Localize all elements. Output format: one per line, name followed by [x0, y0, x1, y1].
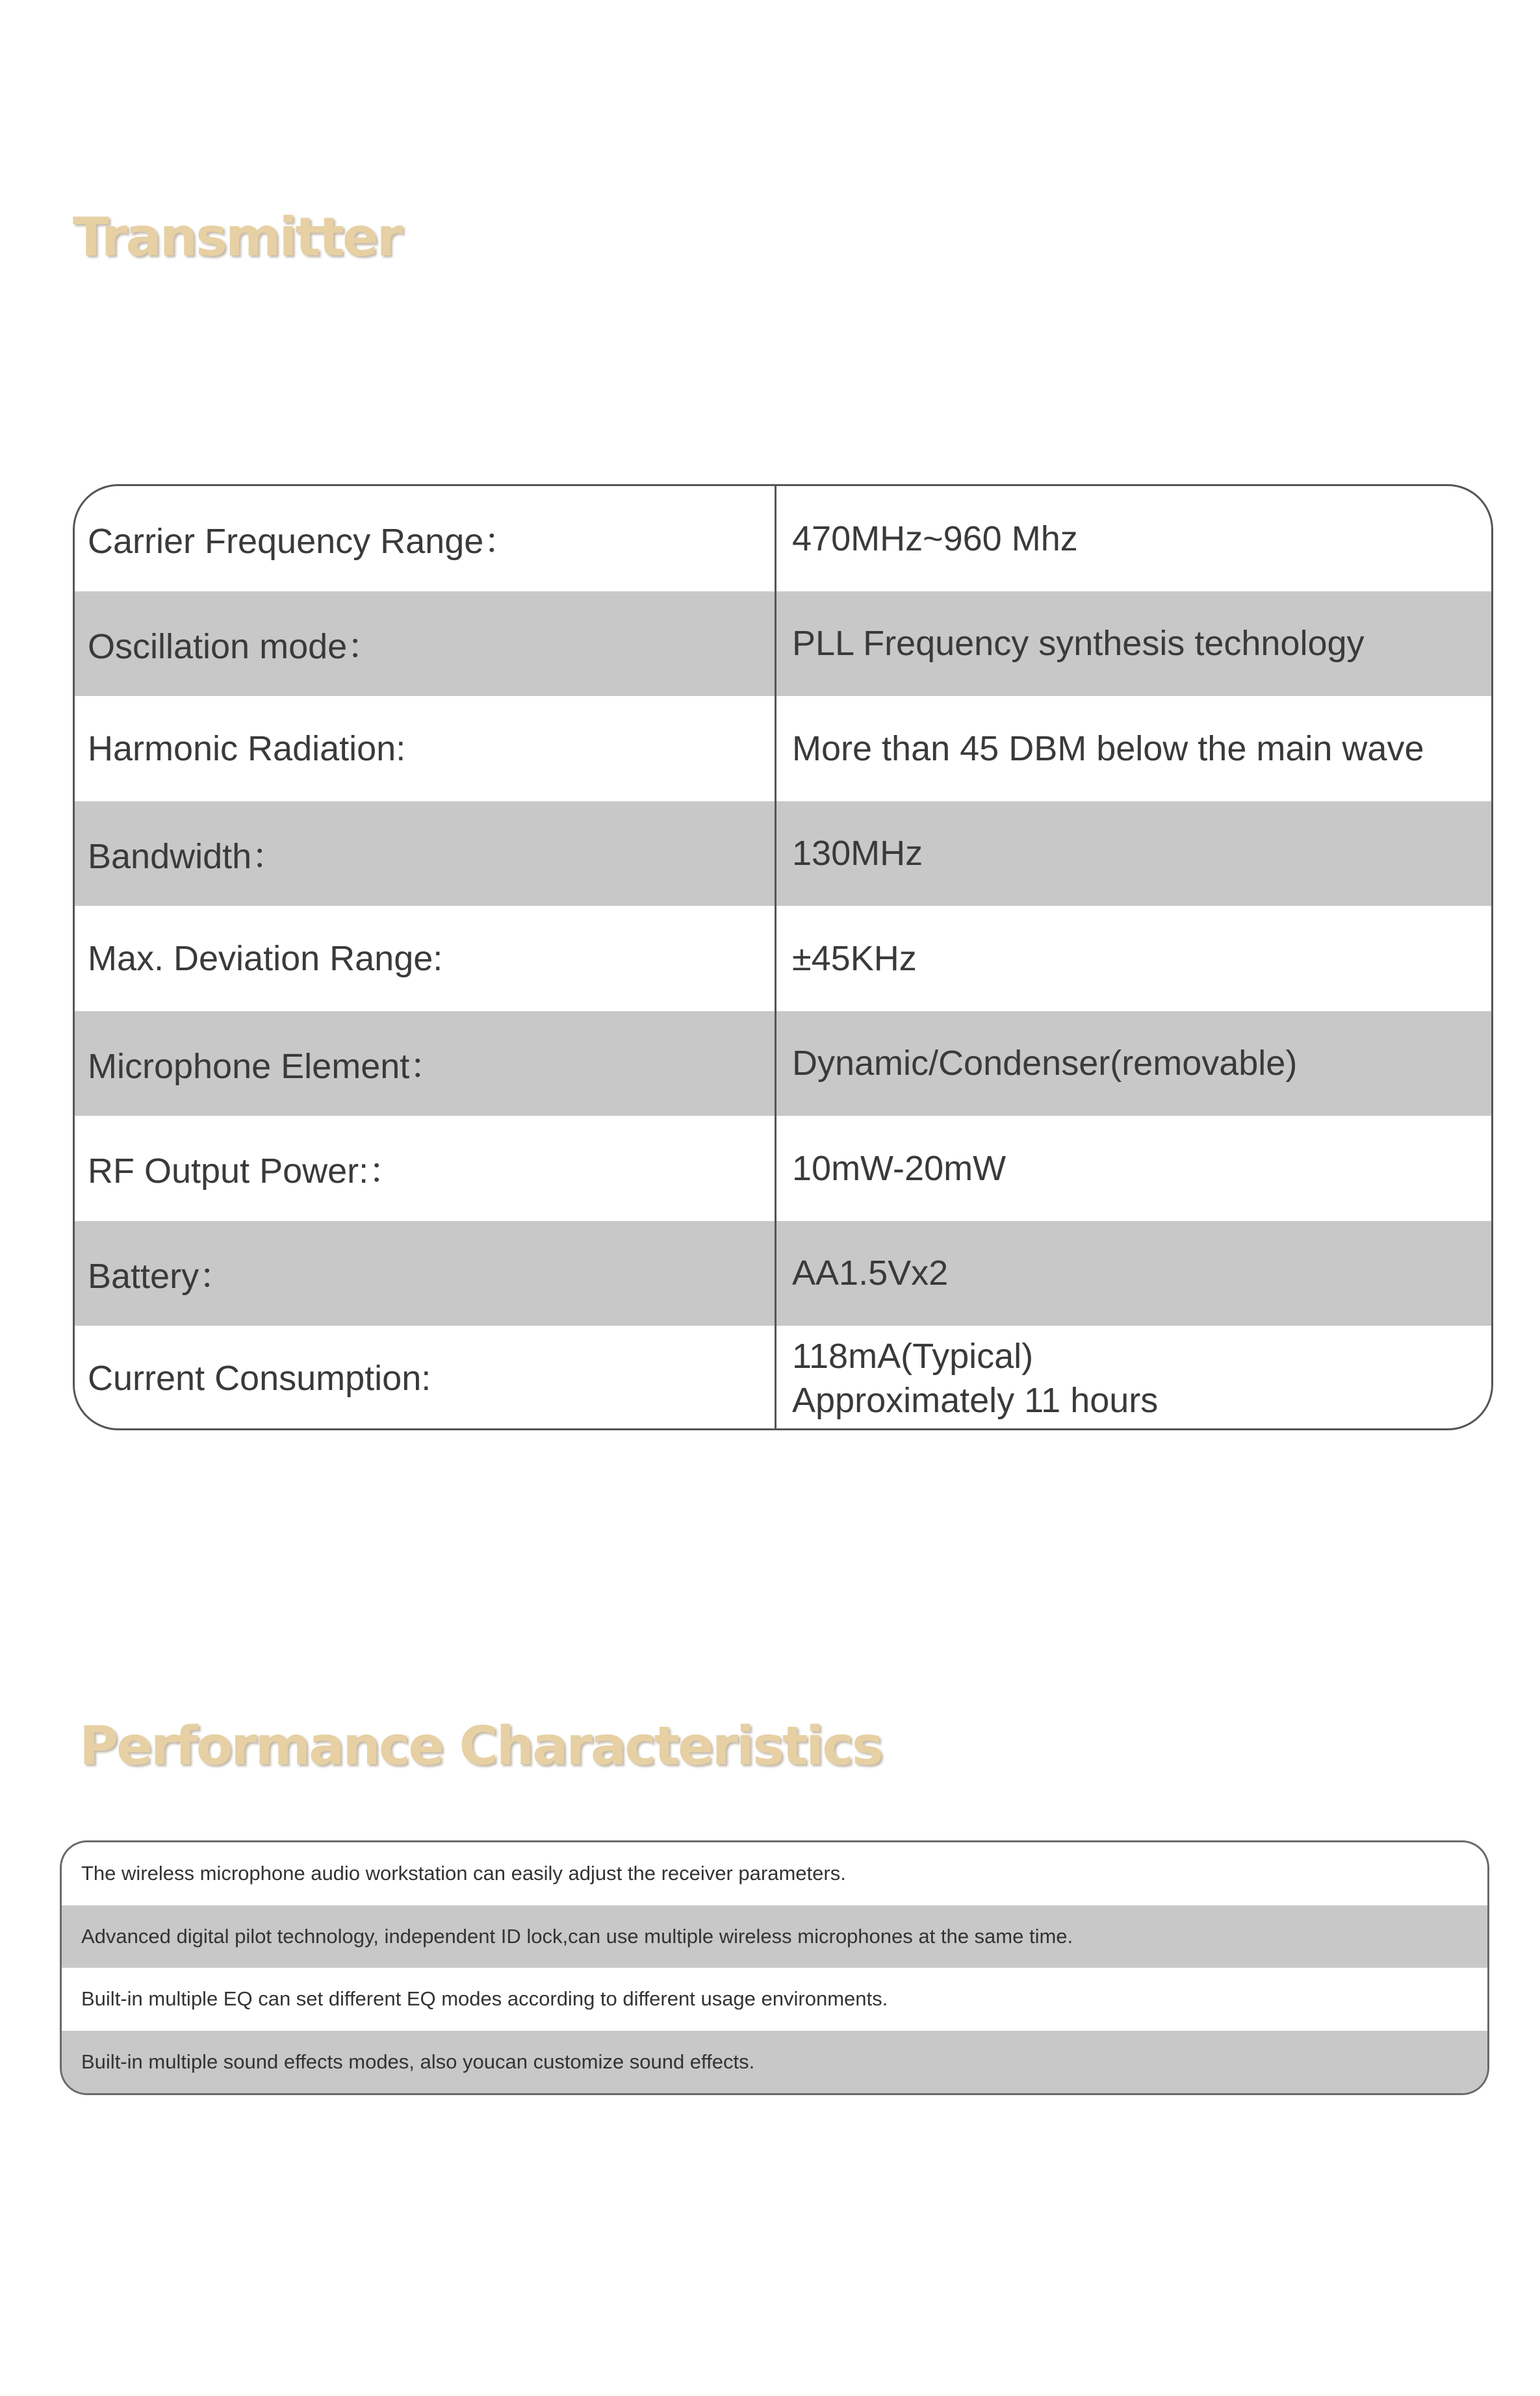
list-item: The wireless microphone audio workstation can easily adjust the receiver parameters. — [81, 1862, 846, 1885]
spec-value — [776, 801, 1491, 907]
table-row — [75, 906, 1491, 1011]
table-row — [75, 1221, 1491, 1326]
table-row — [75, 1011, 1491, 1116]
spec-value-line: AA1.5Vx2 — [792, 1254, 949, 1293]
table-row — [75, 1116, 1491, 1221]
transmitter-title: Transmitter — [73, 207, 401, 268]
spec-value-line: 470MHz~960 Mhz — [792, 519, 1078, 558]
feature-list — [60, 1840, 1489, 2095]
table-row — [75, 591, 1491, 697]
table-row — [75, 801, 1491, 907]
spec-label: RF Output Power:： — [75, 1116, 776, 1221]
table-row — [75, 486, 1491, 591]
spec-value-line: 10mW-20mW — [792, 1148, 1007, 1188]
spec-label: Bandwidth： — [75, 801, 776, 907]
spec-value-line: 118mA(Typical) — [792, 1336, 1034, 1376]
spec-value-line: ±45KHz — [792, 938, 917, 978]
spec-value — [776, 696, 1491, 801]
spec-value — [776, 906, 1491, 1011]
spec-label: Current Consumption: — [75, 1326, 776, 1430]
spec-label: Max. Deviation Range: — [75, 906, 776, 1011]
spec-value — [776, 1326, 1491, 1430]
spec-label: Battery： — [75, 1221, 776, 1326]
spec-value — [776, 486, 1491, 591]
spec-label: Oscillation mode： — [75, 591, 776, 697]
spec-value — [776, 591, 1491, 697]
spec-value-line: Dynamic/Condenser(removable) — [792, 1044, 1298, 1083]
spec-value — [776, 1221, 1491, 1326]
table-row — [75, 696, 1491, 801]
list-item: Advanced digital pilot technology, independent ID lock,can use multiple wireless microphones at the same time. — [62, 1905, 1487, 1968]
table-row — [75, 1326, 1491, 1430]
spec-value-line-2: Approximately 11 hours — [792, 1380, 1159, 1420]
spec-value-line: 130MHz — [792, 834, 923, 873]
spec-table — [73, 484, 1493, 1430]
spec-label: Harmonic Radiation: — [75, 696, 776, 801]
spec-value-line: More than 45 DBM below the main wave — [792, 728, 1424, 768]
list-item: Built-in multiple EQ can set different EQ modes according to different usage environments. — [81, 1987, 888, 2011]
spec-value-line: PLL Frequency synthesis technology — [792, 624, 1365, 663]
list-item: Built-in multiple sound effects modes, also youcan customize sound effects. — [62, 2031, 1487, 2094]
spec-label: Carrier Frequency Range： — [75, 486, 776, 591]
spec-value — [776, 1011, 1491, 1116]
spec-label: Microphone Element： — [75, 1011, 776, 1116]
performance-title: Performance Characteristics — [79, 1716, 882, 1777]
spec-value — [776, 1116, 1491, 1221]
